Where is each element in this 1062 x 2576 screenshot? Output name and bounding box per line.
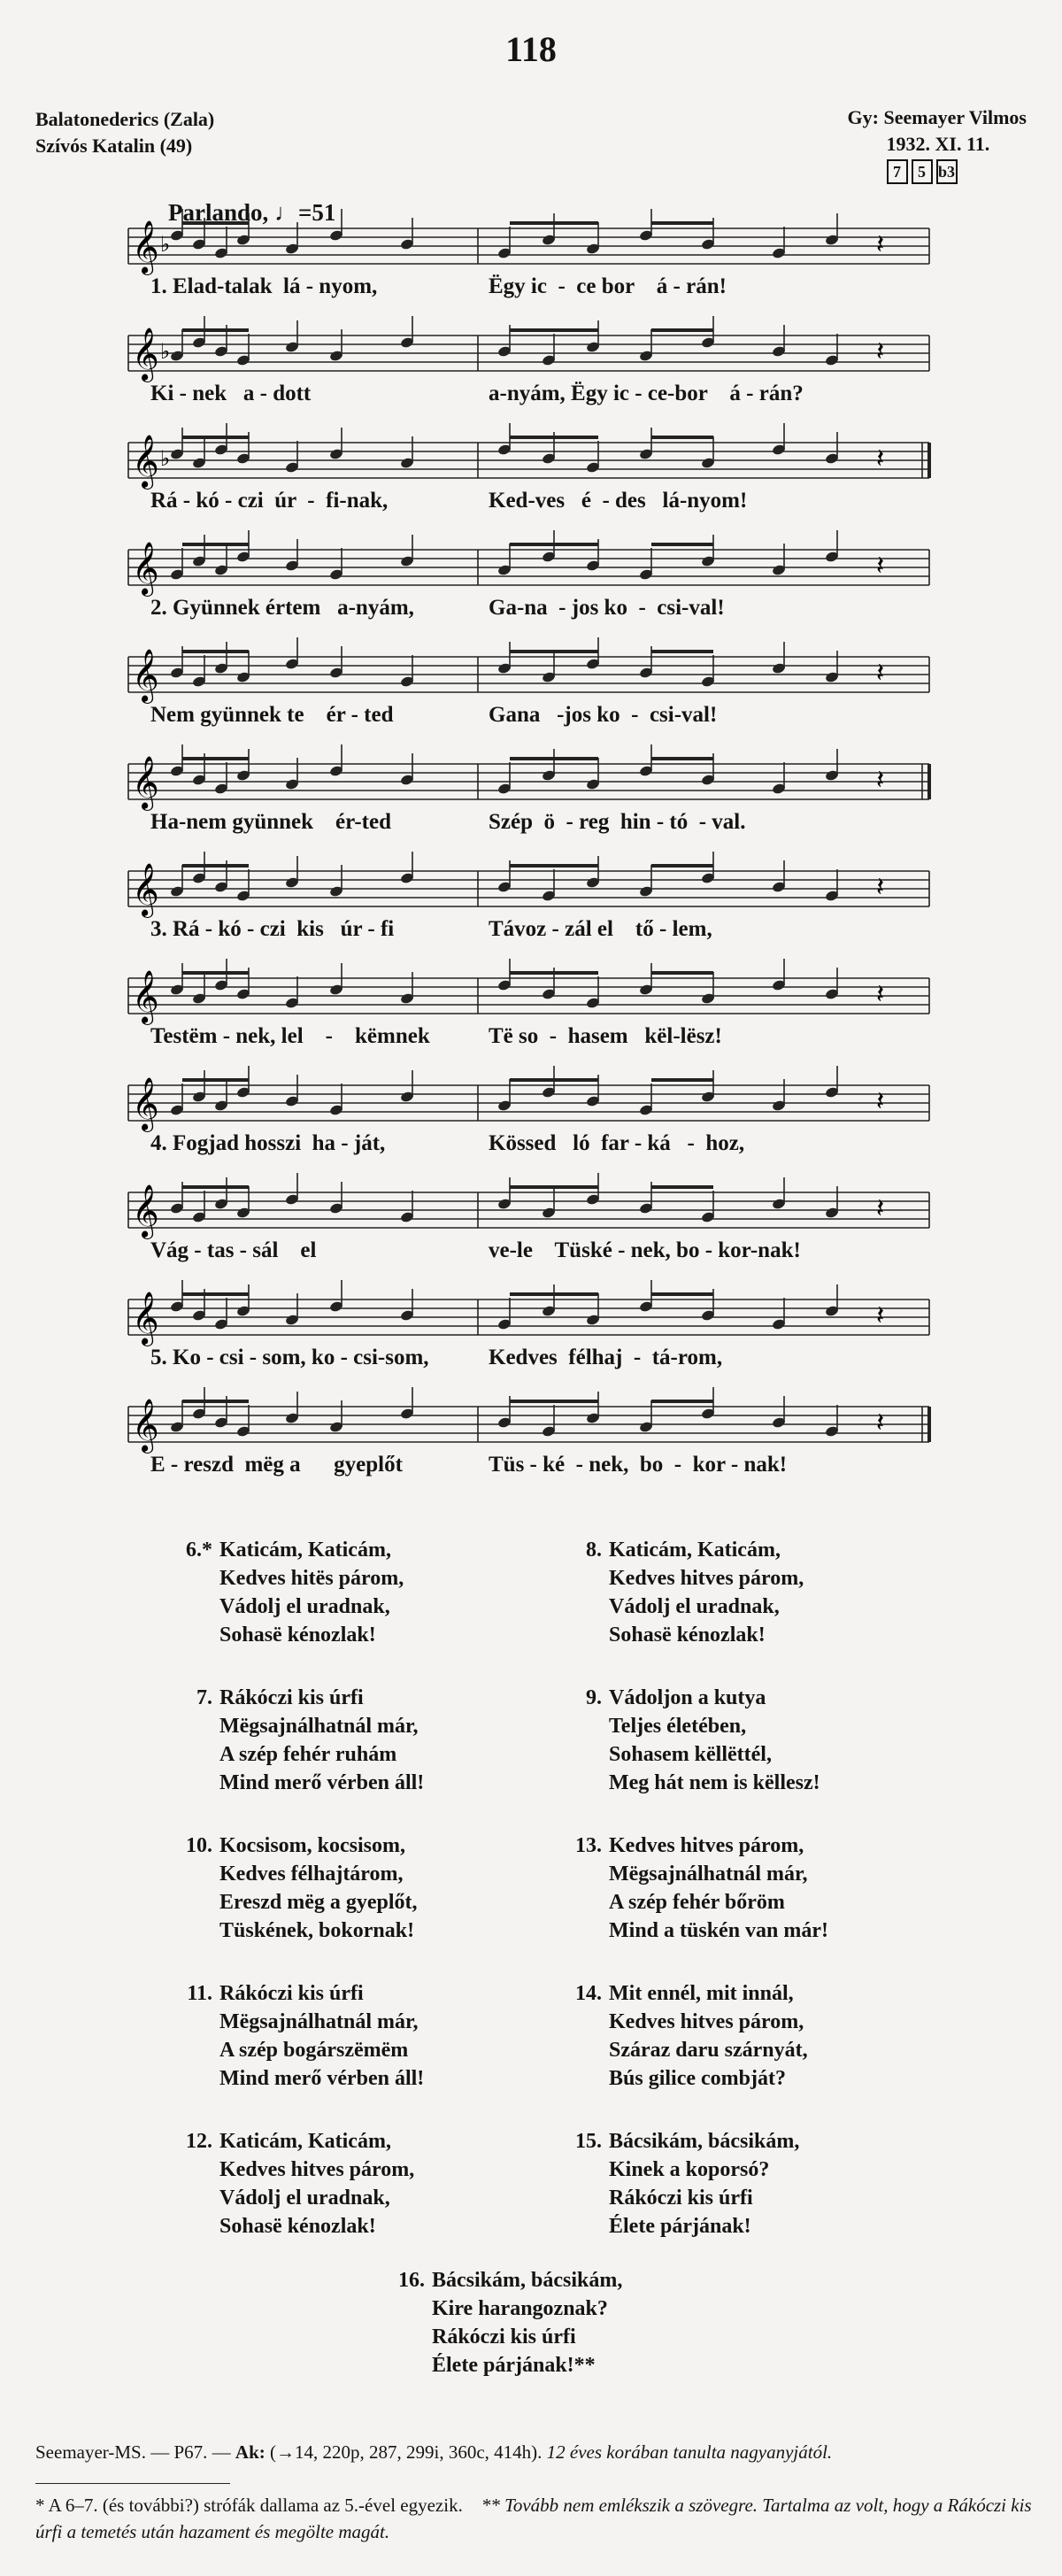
tempo-marking: Parlando, ♩=51 <box>168 199 336 226</box>
verse-line: Kedves hitves párom, <box>609 1834 804 1857</box>
treble-clef-icon: 𝄞 <box>132 435 159 488</box>
verse-line: Bácsikám, bácsikám, <box>609 2130 800 2153</box>
verse-line: Bús gilice combját? <box>609 2067 786 2090</box>
treble-clef-icon: 𝄞 <box>132 1184 159 1238</box>
verse-line: Ereszd mëg a gyeplőt, <box>219 1891 418 1914</box>
rest-icon: 𝄽 <box>876 765 885 796</box>
verse-line: Katicám, Katicám, <box>609 1539 781 1562</box>
lyric-second-half: Gana -jos ko - csi-val! <box>489 703 718 727</box>
lyric-first-half: 4. Fogjad hosszi ha - ját, <box>150 1131 386 1155</box>
rest-icon: 𝄽 <box>876 229 885 260</box>
verse-line: A szép fehér bőröm <box>609 1891 785 1914</box>
meter-box: 5 <box>912 159 933 184</box>
lyric-second-half: Kedves félhaj - tá-rom, <box>489 1346 723 1369</box>
verse-block <box>575 2127 828 2241</box>
verse-line: Sohasë kénozlak! <box>219 2215 376 2238</box>
flat-icon: ♭ <box>160 232 171 257</box>
treble-clef-icon: 𝄞 <box>132 220 159 274</box>
verse-line: Vádoljon a kutya <box>609 1686 766 1709</box>
verse-block <box>575 1536 828 1649</box>
lyric-first-half: Nem gyünnek te ér - ted <box>150 703 394 727</box>
lyric-second-half: Távoz - zál el tő - lem, <box>489 917 712 941</box>
treble-clef-icon: 𝄞 <box>132 1292 159 1345</box>
verse-block <box>186 1684 424 1797</box>
verse-line: Sohasë kénozlak! <box>609 1623 766 1647</box>
verse-line: Tüskének, bokornak! <box>219 1919 415 1942</box>
treble-clef-icon: 𝄞 <box>132 542 159 595</box>
meter-box: b3 <box>936 159 958 184</box>
rest-icon: 𝄽 <box>876 336 885 367</box>
lyric-first-half: Ha-nem gyünnek ér-ted <box>150 810 391 834</box>
verse-line: Kedves hitves párom, <box>609 2010 804 2033</box>
verse-line: Mëgsajnálhatnál már, <box>219 1715 419 1738</box>
footnote-double-star: ** Tovább nem emlékszik a szövegre. Tartalma az volt, hogy a Rákóczi kis úrfi a temetés után hazament és megölte magát. <box>35 2495 1032 2542</box>
header-left <box>35 106 214 159</box>
verse-line: Mind merő vérben áll! <box>219 1771 425 1794</box>
verse-line: Mit ennél, mit innál, <box>609 1982 794 2005</box>
source-line <box>35 2439 832 2465</box>
ak-label: Ak: <box>235 2441 266 2463</box>
treble-clef-icon: 𝄞 <box>132 756 159 809</box>
rest-icon: 𝄽 <box>876 1086 885 1117</box>
lyric-first-half: Ki - nek a - dott <box>150 382 312 405</box>
meter-box: 7 <box>887 159 908 184</box>
flat-icon: ♭ <box>160 339 171 364</box>
lyric-first-half: Vág - tas - sál el <box>150 1238 317 1262</box>
lyric-first-half: 2. Gyünnek értem a-nyám, <box>150 596 414 620</box>
verse-line: Sohasem këllëttél, <box>609 1743 772 1766</box>
lyric-first-half: 3. Rá - kó - czi kis úr - fi <box>150 917 395 941</box>
verse-line: Meg hát nem is këllesz! <box>609 1771 820 1794</box>
verse-line: Száraz daru szárnyát, <box>609 2039 808 2062</box>
verse-line: Mind a tüskén van már! <box>609 1919 829 1942</box>
verse-line: Vádolj el uradnak, <box>219 1595 390 1618</box>
lyric-second-half: Szép ö - reg hin - tó - val. <box>489 810 746 834</box>
verse-number: 9. <box>586 1686 602 1709</box>
collector: Gy: Seemayer Vilmos <box>847 106 1027 128</box>
page-number: 118 <box>505 29 557 69</box>
lyric-second-half: Kössed ló far - ká - hoz, <box>489 1131 745 1155</box>
verse-block <box>398 2266 622 2379</box>
verse-number: 14. <box>575 1982 602 2005</box>
lyric-second-half: Të so - hasem kël-lësz! <box>489 1024 722 1048</box>
verse-line: Teljes életében, <box>609 1715 747 1738</box>
verse-line: Rákóczi kis úrfi <box>432 2325 576 2348</box>
rest-icon: 𝄽 <box>876 1193 885 1224</box>
verse-line: Sohasë kénozlak! <box>219 1623 376 1647</box>
lyric-first-half: E - reszd mëg a gyeplőt <box>150 1453 403 1477</box>
treble-clef-icon: 𝄞 <box>132 970 159 1023</box>
verse-line: Mëgsajnálhatnál már, <box>609 1863 808 1886</box>
verse-block <box>575 1684 828 1797</box>
verse-16 <box>398 2266 622 2379</box>
verse-line: Kocsisom, kocsisom, <box>219 1834 405 1857</box>
lyric-first-half: 5. Ko - csi - som, ko - csi-som, <box>150 1346 429 1369</box>
verse-line: Kinek a koporsó? <box>609 2158 770 2181</box>
verse-block <box>575 1979 828 2093</box>
verses-left-column <box>186 1536 424 2275</box>
verse-number: 6.* <box>186 1539 212 1562</box>
verse-line: Bácsikám, bácsikám, <box>432 2269 623 2292</box>
verse-block <box>186 1536 424 1649</box>
verse-line: Vádolj el uradnak, <box>219 2187 390 2210</box>
singer: Szívós Katalin (49) <box>35 135 193 157</box>
treble-clef-icon: 𝄞 <box>132 1399 159 1452</box>
lyric-second-half: ve-le Tüské - nek, bo - kor-nak! <box>489 1238 801 1262</box>
rest-icon: 𝄽 <box>876 979 885 1010</box>
lyric-first-half: Rá - kó - czi úr - fi-nak, <box>150 489 389 513</box>
verse-line: Vádolj el uradnak, <box>609 1595 780 1618</box>
verse-line: Rákóczi kis úrfi <box>219 1982 364 2005</box>
verse-block <box>186 1979 424 2093</box>
verse-number: 12. <box>186 2130 212 2153</box>
meter-boxes <box>887 159 1027 184</box>
lyric-second-half: Ked-ves é - des lá-nyom! <box>489 489 748 513</box>
lyric-second-half: a-nyám, Ëgy ic - ce-bor á - rán? <box>489 382 804 405</box>
ak-refs: (→14, 220p, 287, 299i, 360c, 414h). <box>265 2441 547 2463</box>
verse-line: Élete párjának!** <box>432 2354 596 2377</box>
treble-clef-icon: 𝄞 <box>132 863 159 916</box>
rest-icon: 𝄽 <box>876 658 885 689</box>
verse-line: Katicám, Katicám, <box>219 2130 391 2153</box>
date: 1932. XI. 11. <box>886 133 990 155</box>
lyric-second-half: Ëgy ic - ce bor á - rán! <box>489 274 727 298</box>
verse-block <box>186 1832 424 1945</box>
source-note: 12 éves korában tanulta nagyanyjától. <box>546 2441 833 2463</box>
rest-icon: 𝄽 <box>876 1300 885 1331</box>
footnote-rule <box>35 2483 230 2484</box>
verse-line: Mëgsajnálhatnál már, <box>219 2010 419 2033</box>
source-ms: Seemayer-MS. — P67. — <box>35 2441 235 2463</box>
footnote-star: * A 6–7. (és további?) strófák dallama az 5.-ével egyezik. <box>35 2495 463 2516</box>
lyric-first-half: Testëm - nek, lel - këmnek <box>150 1024 430 1048</box>
rest-icon: 𝄽 <box>876 551 885 582</box>
verse-block <box>575 1832 828 1945</box>
verse-line: Mind merő vérben áll! <box>219 2067 425 2090</box>
header-right <box>848 104 1027 184</box>
verse-line: Élete párjának! <box>609 2215 751 2238</box>
rest-icon: 𝄽 <box>876 1408 885 1438</box>
footnotes <box>35 2492 1035 2545</box>
verse-number: 7. <box>196 1686 212 1709</box>
verse-line: Kedves félhajtárom, <box>219 1863 404 1886</box>
lyric-second-half: Tüs - ké - nek, bo - kor - nak! <box>489 1453 788 1477</box>
verse-number: 11. <box>187 1982 212 2005</box>
verse-block <box>186 2127 424 2241</box>
rest-icon: 𝄽 <box>876 872 885 903</box>
verse-number: 13. <box>575 1834 602 1857</box>
verse-line: A szép bogárszëmëm <box>219 2039 409 2062</box>
verse-number: 10. <box>186 1834 212 1857</box>
verse-number: 16. <box>398 2269 425 2292</box>
verse-line: Rákóczi kis úrfi <box>219 1686 364 1709</box>
verse-number: 15. <box>575 2130 602 2153</box>
verse-line: Kedves hitves párom, <box>609 1567 804 1590</box>
treble-clef-icon: 𝄞 <box>132 649 159 702</box>
rest-icon: 𝄽 <box>876 443 885 474</box>
verse-line: A szép fehér ruhám <box>219 1743 397 1766</box>
verse-line: Kire harangoznak? <box>432 2297 608 2320</box>
verse-number: 8. <box>586 1539 602 1562</box>
treble-clef-icon: 𝄞 <box>132 1077 159 1130</box>
treble-clef-icon: 𝄞 <box>132 328 159 381</box>
verse-line: Kedves hitves párom, <box>219 2158 415 2181</box>
lyric-second-half: Ga-na - jos ko - csi-val! <box>489 596 725 620</box>
place: Balatonederics (Zala) <box>35 108 215 130</box>
verses-right-column <box>575 1536 828 2275</box>
verse-line: Rákóczi kis úrfi <box>609 2187 753 2210</box>
flat-icon: ♭ <box>160 446 171 471</box>
verse-line: Kedves hitës párom, <box>219 1567 404 1590</box>
verse-line: Katicám, Katicám, <box>219 1539 391 1562</box>
lyric-first-half: 1. Elad-talak lá - nyom, <box>150 274 378 298</box>
